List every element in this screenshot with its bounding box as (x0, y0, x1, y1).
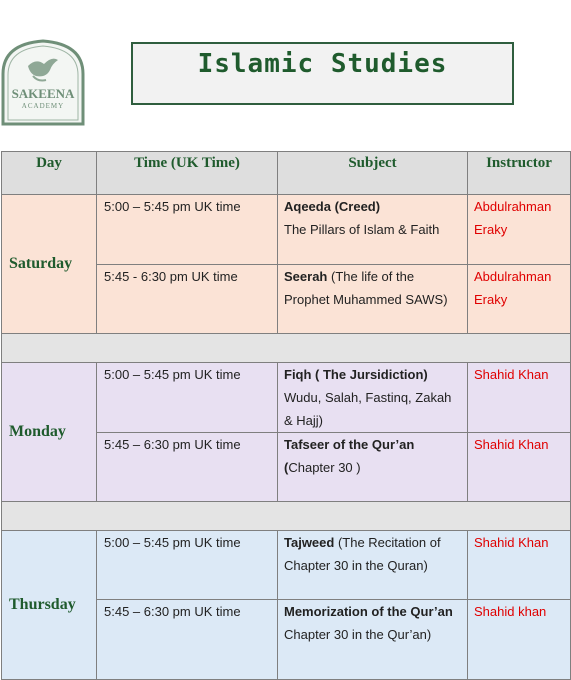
time-cell: 5:45 – 6:30 pm UK time (97, 433, 278, 502)
header-row (2, 152, 571, 195)
header-time: Time (UK Time) (97, 152, 278, 195)
subject-title: Aqeeda (Creed) (284, 199, 381, 214)
instructor-cell: Abdulrahman Eraky (468, 195, 571, 265)
instructor-cell: Shahid Khan (468, 363, 571, 433)
subject-title: Fiqh ( The Jursidiction) (284, 367, 428, 382)
table-row (2, 531, 571, 600)
subject-detail: (The Recitation of Chapter 30 in the Quran) (284, 535, 441, 573)
subject-cell (278, 531, 468, 600)
day-cell-saturday: Saturday (2, 195, 97, 334)
time-cell: 5:00 – 5:45 pm UK time (97, 531, 278, 600)
instructor-cell: Shahid Khan (468, 531, 571, 600)
subject-detail: Chapter 30 in the Qur’an) (284, 627, 432, 642)
time-cell: 5:45 - 6:30 pm UK time (97, 265, 278, 334)
title-box (131, 42, 514, 105)
academy-logo (0, 38, 86, 126)
table-row (2, 195, 571, 265)
subject-title: Tajweed (284, 535, 335, 550)
separator-row (2, 502, 571, 531)
header-instructor: Instructor (468, 152, 571, 195)
subject-detail: The Pillars of Islam & Faith (284, 222, 440, 237)
svg-text:SAKEENA: SAKEENA (11, 86, 75, 101)
svg-text:ACADEMY: ACADEMY (21, 102, 65, 110)
header-subject: Subject (278, 152, 468, 195)
header-day: Day (2, 152, 97, 195)
subject-cell (278, 433, 468, 502)
subject-title: Memorization of the Qur’an (284, 604, 453, 619)
subject-detail: Chapter 30 ) (288, 460, 361, 475)
subject-detail: (The life of the Prophet Muhammed SAWS) (284, 269, 448, 307)
time-cell: 5:45 – 6:30 pm UK time (97, 600, 278, 680)
day-cell-monday: Monday (2, 363, 97, 502)
subject-title: Tafseer of the Qur’an ( (284, 437, 415, 475)
page-title: Islamic Studies (197, 48, 448, 79)
separator-row (2, 334, 571, 363)
instructor-cell: Shahid khan (468, 600, 571, 680)
table-row (2, 363, 571, 433)
subject-cell (278, 195, 468, 265)
subject-cell (278, 265, 468, 334)
subject-detail: Wudu, Salah, Fastinq, Zakah & Hajj) (284, 390, 452, 428)
time-cell: 5:00 – 5:45 pm UK time (97, 363, 278, 433)
instructor-cell: Abdulrahman Eraky (468, 265, 571, 334)
subject-cell (278, 363, 468, 433)
day-cell-thursday: Thursday (2, 531, 97, 680)
logo-arch-icon (0, 38, 86, 126)
schedule-table (1, 151, 571, 680)
subject-title: Seerah (284, 269, 328, 284)
subject-cell (278, 600, 468, 680)
instructor-cell: Shahid Khan (468, 433, 571, 502)
time-cell: 5:00 – 5:45 pm UK time (97, 195, 278, 265)
